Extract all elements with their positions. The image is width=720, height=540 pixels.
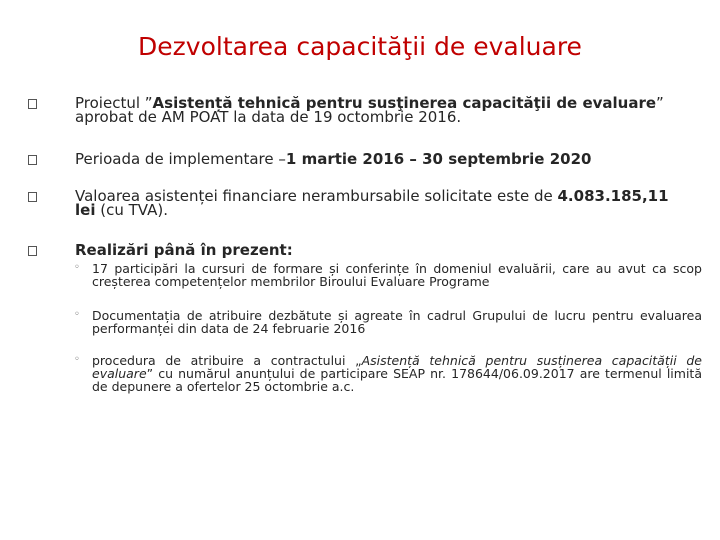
item-text-pre: Proiectul ”: [75, 94, 153, 112]
item-text-pre: Perioada de implementare –: [75, 150, 286, 168]
item-text-bold: 1 martie 2016 – 30 septembrie 2020: [285, 150, 592, 168]
item-text-bold: 4.083.185,11 lei: [75, 187, 669, 219]
bullet-item-period: [75, 152, 690, 166]
square-bullet-icon: [28, 192, 37, 202]
bullet-item-project: [75, 96, 690, 124]
sub-bullet-icon: ◦: [74, 262, 80, 273]
item-text-pre: Valoarea asistenței financiare nerambursabile solicitate este de: [75, 187, 558, 205]
sub-item-trainings: 17 participări la cursuri de formare și conferințe în domeniul evaluării, care au avut ca scop creșterea competențelor membrilor Biroului Evaluare Programe: [92, 261, 702, 289]
sub-item-procedure: [92, 354, 702, 393]
square-bullet-icon: [28, 155, 37, 165]
square-bullet-icon: [28, 99, 37, 109]
bullet-item-achievements: [75, 243, 690, 257]
slide-title: Dezvoltarea capacităţii de evaluare: [138, 32, 582, 61]
item-text-bold: Asistență tehnică pentru susţinerea capacităţii de evaluare: [152, 94, 657, 112]
sub-text-italic: Asistență tehnică pentru susținerea capacității de evaluare: [92, 353, 702, 381]
sub-bullet-icon: ◦: [74, 309, 80, 320]
square-bullet-icon: [28, 246, 37, 256]
sub-text-post: ” cu numărul anunțului de participare SEAP nr. 178644/06.09.2017 are termenul limită de depunere a ofertelor 25 octombrie a.c.: [92, 366, 702, 394]
sub-text-pre: procedura de atribuire a contractului „: [92, 353, 362, 368]
sub-item-documentation: Documentația de atribuire dezbătute și agreate în cadrul Grupului de lucru pentru evaluarea performanței din data de 24 februarie 2016: [92, 308, 702, 336]
sub-bullet-icon: ◦: [74, 354, 80, 365]
item-text-post: (cu TVA).: [95, 201, 168, 219]
bullet-item-value: [75, 189, 690, 217]
item-text-post: ” aprobat de AM POAT la data de 19 octombrie 2016.: [75, 94, 664, 126]
item-text-bold: Realizări până în prezent:: [75, 241, 293, 259]
